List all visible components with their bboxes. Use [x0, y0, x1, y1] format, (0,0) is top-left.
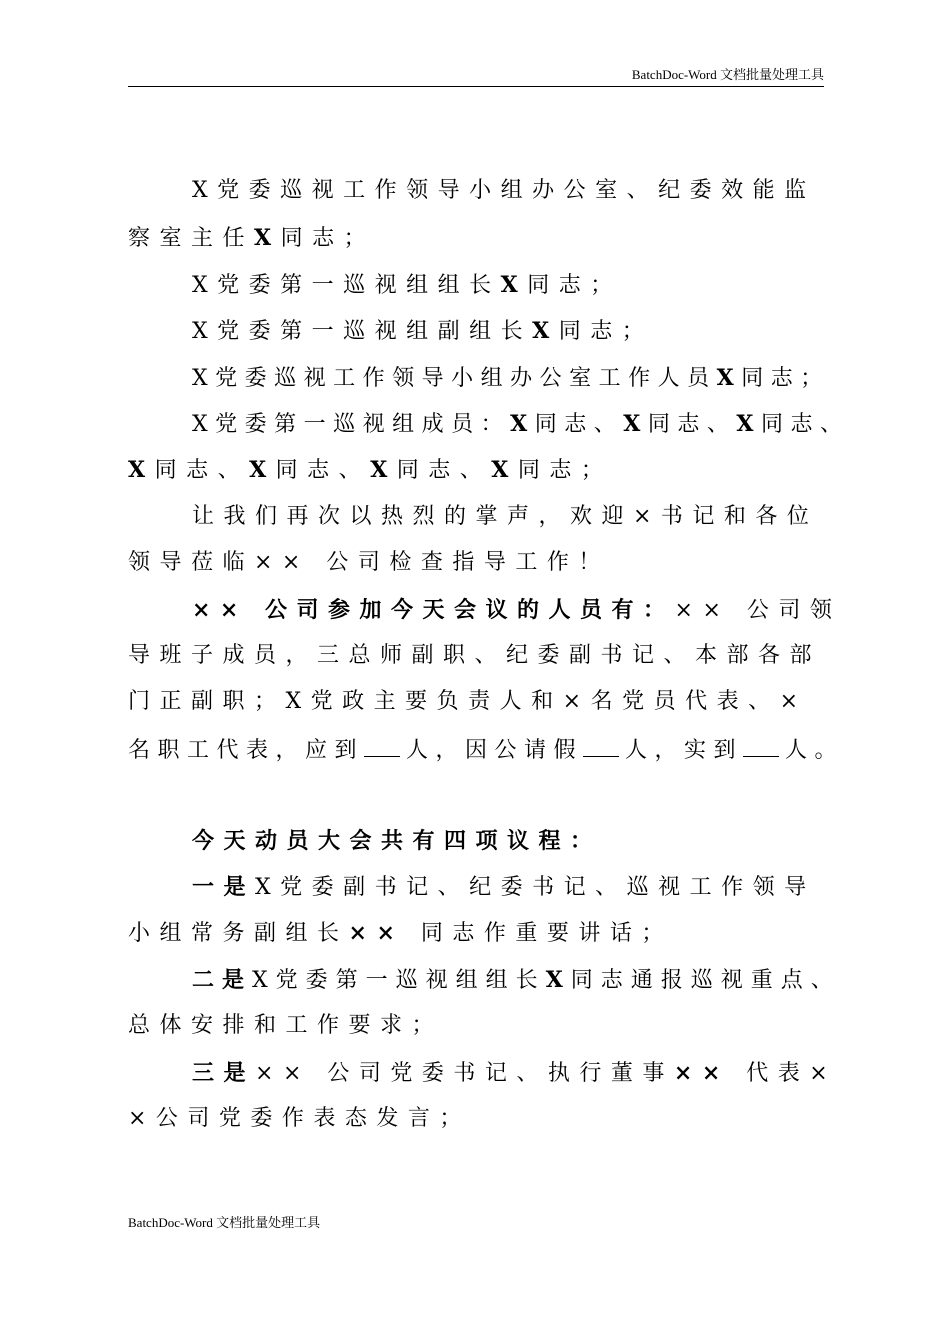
text-line: X党委巡视工作领导小组办公室工作人员X同志；	[192, 365, 830, 391]
text-line: X党委第一巡视组副组长X同志；	[192, 318, 654, 344]
text-line: 门正副职；X党政主要负责人和×名党员代表、×	[128, 689, 808, 714]
text-line: 导班子成员，三总师副职、纪委副书记、本部各部	[128, 643, 822, 668]
text-line: X党委第一巡视组成员：X同志、X同志、X同志、	[192, 411, 850, 437]
text-line: 三是×× 公司党委书记、执行董事×× 代表×	[192, 1060, 838, 1086]
text-line: ×公司党委作表态发言；	[128, 1106, 471, 1131]
text-line: 名职工代表，应到 人，因公请假 人，实到 人。	[128, 732, 840, 766]
blank-underline	[364, 732, 400, 757]
text-line: X同志、X同志、X同志、X同志；	[128, 457, 613, 483]
text-line: X党委第一巡视组组长X同志；	[192, 272, 622, 298]
text-line: 察室主任X同志；	[128, 225, 376, 251]
text-line: ×× 公司参加今天会议的人员有：×× 公司领	[192, 597, 842, 623]
section-heading: 今天动员大会共有四项议程：	[192, 828, 602, 854]
header-text: BatchDoc-Word 文档批量处理工具	[631, 67, 824, 82]
text-line: 让我们再次以热烈的掌声，欢迎×书记和各位	[192, 504, 819, 529]
blank-underline	[583, 732, 619, 757]
text-line: X党委巡视工作领导小组办公室、纪委效能监	[192, 178, 816, 203]
text-line: 总体安排和工作要求；	[128, 1013, 444, 1038]
text-line: 二是X党委第一巡视组组长X同志通报巡视重点、	[192, 967, 841, 993]
text-line: 一是X党委副书记、纪委书记、巡视工作领导	[192, 874, 816, 900]
text-line: 小组常务副组长×× 同志作重要讲话；	[128, 920, 673, 946]
footer-text: BatchDoc-Word 文档批量处理工具	[128, 1215, 321, 1230]
blank-underline	[743, 732, 779, 757]
text-line: 领导莅临×× 公司检查指导工作！	[128, 550, 610, 575]
page-header	[128, 66, 824, 87]
